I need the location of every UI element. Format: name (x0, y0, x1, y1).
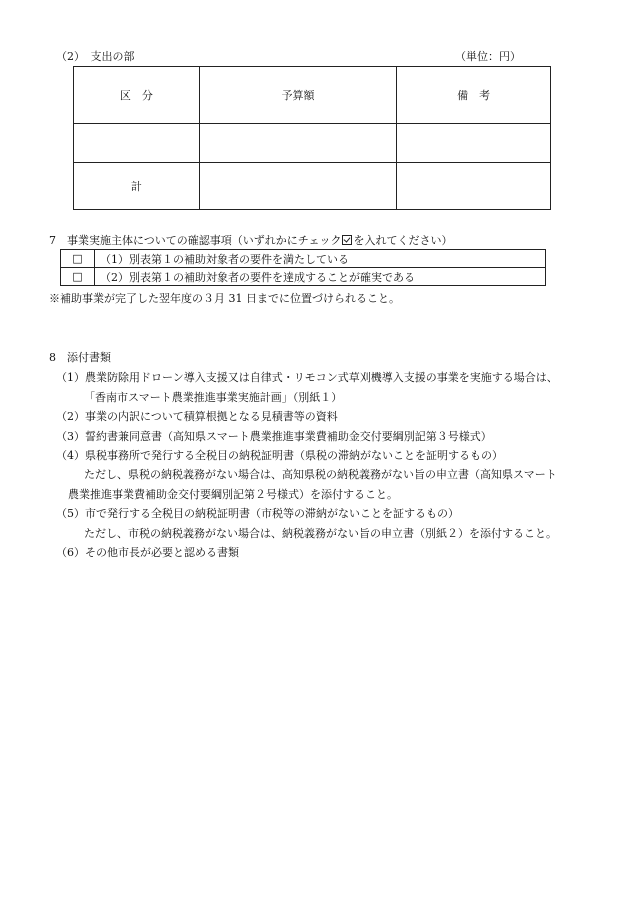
attachment-line: （3）誓約書兼同意書（高知県スマート農業推進事業費補助金交付要綱別記第３号様式） (56, 430, 492, 443)
table-cell (74, 124, 200, 163)
attachment-line: （6）その他市長が必要と認める書類 (56, 546, 239, 559)
attachment-line: （2）事業の内訳について積算根拠となる見積書等の資料 (56, 410, 338, 423)
confirm-table (60, 249, 546, 286)
expense-table (73, 66, 551, 210)
attachment-line: （1）農業防除用ドローン導入支援又は自律式・リモコン式草刈機導入支援の事業を実施する場合は、 (56, 371, 558, 384)
list-item (61, 250, 546, 268)
attachment-line: ただし、県税の納税義務がない場合は、高知県税の納税義務がない旨の申立書（高知県スマート (84, 468, 557, 481)
attachments-heading: 8 添付書類 (49, 351, 111, 364)
total-row (74, 163, 551, 210)
table-header-row (74, 67, 551, 124)
table-cell (397, 124, 551, 163)
attachment-line: ただし、市税の納税義務がない場合は、納税義務がない旨の申立書（別紙２）を添付すること。 (84, 527, 557, 540)
confirm-heading-text-end: を入れてください） (353, 234, 453, 247)
confirm-heading (49, 234, 452, 246)
header-category: 区 分 (74, 67, 200, 124)
table-row (74, 124, 551, 163)
expense-heading: （2） 支出の部 (56, 50, 135, 63)
unit-label: （単位：円） (455, 50, 521, 63)
confirm-option-2: （2）別表第１の補助対象者の要件を達成することが確実である (95, 268, 546, 286)
checkbox-2[interactable]: □ (61, 268, 95, 286)
table-cell (397, 163, 551, 210)
attachment-line: 農業推進事業費補助金交付要綱別記第２号様式）を添付すること。 (68, 488, 398, 501)
list-item (61, 268, 546, 286)
checkbox-1[interactable]: □ (61, 250, 95, 268)
confirm-note: ※補助事業が完了した翌年度の３月 31 日までに位置づけられること。 (49, 292, 400, 305)
table-cell (199, 124, 397, 163)
header-budget: 予算額 (199, 67, 397, 124)
total-label: 計 (74, 163, 200, 210)
header-remarks: 備 考 (397, 67, 551, 124)
checked-box-icon (342, 235, 352, 245)
table-cell (199, 163, 397, 210)
attachment-line: （5）市で発行する全税目の納税証明書（市税等の滞納がないことを証するもの） (56, 507, 459, 520)
attachment-line: 「香南市スマート農業推進事業実施計画」（別紙１） (84, 391, 343, 404)
confirm-option-1: （1）別表第１の補助対象者の要件を満たしている (95, 250, 546, 268)
confirm-heading-text: 7 事業実施主体についての確認事項（いずれかにチェック (49, 234, 342, 247)
attachment-line: （4）県税事務所で発行する全税目の納税証明書（県税の滞納がないことを証明するもの） (56, 449, 503, 462)
